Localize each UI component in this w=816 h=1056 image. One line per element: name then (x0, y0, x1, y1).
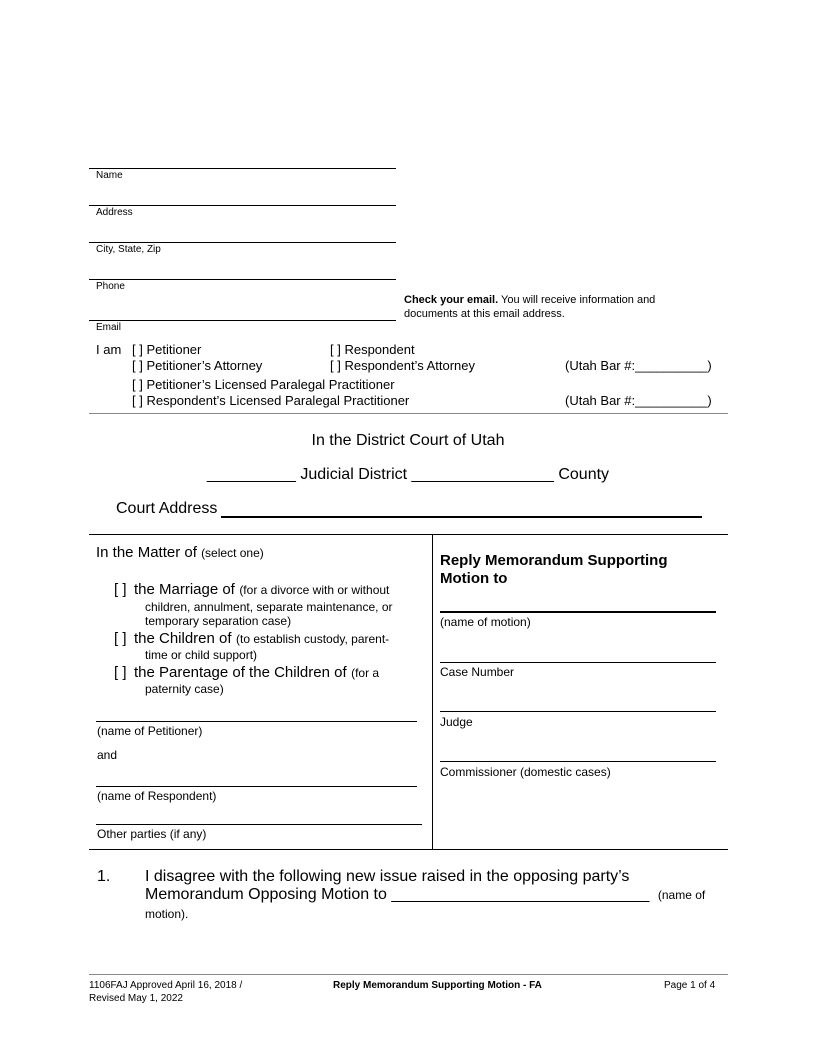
email-note-bold: Check your email. (404, 294, 499, 306)
matter-heading (96, 544, 264, 561)
commissioner-line[interactable] (440, 761, 716, 762)
parentage-note: (for a (351, 666, 380, 680)
children-note: (to establish custody, parent- (235, 632, 390, 646)
city-state-zip-label: City, State, Zip (96, 244, 161, 255)
respondent-name-line[interactable] (96, 786, 417, 787)
email-note (404, 293, 655, 321)
motion-caption: (name of motion) (440, 615, 531, 629)
parentage-option[interactable] (114, 664, 379, 682)
document-title-line1: Reply Memorandum Supporting (440, 552, 668, 569)
court-address-label: Court Address (116, 500, 218, 517)
email-note-rest: You will receive information and (498, 294, 656, 306)
footer-form-id: 1106FAJ Approved April 16, 2018 / (89, 980, 243, 991)
utah-bar-field-2[interactable]: (Utah Bar #:__________) (565, 393, 712, 408)
marriage-checkbox[interactable]: [ ] (114, 581, 127, 598)
role-prefix: I am (96, 342, 122, 357)
other-parties-line[interactable] (96, 824, 422, 825)
item-line3: motion). (145, 907, 189, 921)
marriage-option[interactable] (114, 581, 389, 599)
parentage-main: the Parentage of the Children of (133, 664, 347, 681)
commissioner-caption: Commissioner (domestic cases) (440, 765, 611, 779)
name-line[interactable] (89, 168, 396, 169)
petitioner-lpp-checkbox[interactable]: [ ] Petitioner’s Licensed Paralegal Practitioner (132, 377, 395, 392)
divider (89, 413, 728, 414)
email-line[interactable] (89, 320, 396, 321)
phone-label: Phone (96, 281, 125, 292)
matter-heading-note: (select one) (201, 546, 264, 560)
petitioner-attorney-checkbox[interactable]: [ ] Petitioner’s Attorney (132, 358, 263, 373)
marriage-line2: children, annulment, separate maintenance, or (145, 600, 393, 614)
other-parties-caption: Other parties (if any) (97, 827, 207, 841)
children-line2: time or child support) (145, 648, 258, 662)
name-label: Name (96, 170, 123, 181)
matter-heading-text: In the Matter of (96, 544, 197, 561)
footer-page-number: Page 1 of 4 (664, 980, 716, 991)
email-note-line2: documents at this email address. (404, 308, 565, 320)
city-state-zip-line[interactable] (89, 242, 396, 243)
parentage-line2: paternity case) (145, 682, 224, 696)
footer-rule (89, 974, 728, 975)
judge-line[interactable] (440, 711, 716, 712)
caption-top-border (89, 534, 728, 535)
item-line1: I disagree with the following new issue raised in the opposing party’s (145, 868, 630, 885)
petitioner-caption: (name of Petitioner) (97, 724, 203, 738)
respondent-checkbox[interactable]: [ ] Respondent (330, 342, 415, 357)
petitioner-name-line[interactable] (96, 721, 417, 722)
item-line2-note: (name of (657, 888, 706, 902)
respondent-caption: (name of Respondent) (97, 789, 217, 803)
marriage-main: the Marriage of (133, 581, 235, 598)
document-title-line2: Motion to (440, 570, 508, 587)
and-label: and (97, 748, 118, 762)
marriage-line3: temporary separation case) (145, 614, 292, 628)
district-county-line[interactable]: __________ Judicial District ________________ County (206, 466, 610, 483)
footer-title: Reply Memorandum Supporting Motion - FA (333, 980, 542, 991)
children-option[interactable] (114, 630, 389, 648)
item-line2-main[interactable]: Memorandum Opposing Motion to _____________________________ (145, 886, 650, 903)
judge-caption: Judge (440, 715, 473, 729)
respondent-attorney-checkbox[interactable]: [ ] Respondent’s Attorney (330, 358, 476, 373)
item-line2[interactable] (145, 886, 705, 904)
address-line[interactable] (89, 205, 396, 206)
respondent-lpp-checkbox[interactable]: [ ] Respondent’s Licensed Paralegal Practitioner (132, 393, 410, 408)
caption-divider (432, 534, 433, 849)
marriage-note: (for a divorce with or without (239, 583, 390, 597)
utah-bar-field-1[interactable]: (Utah Bar #:__________) (565, 358, 712, 373)
caption-bottom-border (89, 849, 728, 850)
case-number-line[interactable] (440, 662, 716, 663)
children-checkbox[interactable]: [ ] (114, 630, 127, 647)
phone-line[interactable] (89, 279, 396, 280)
footer-revised: Revised May 1, 2022 (89, 993, 183, 1004)
motion-name-line[interactable] (440, 611, 716, 613)
court-title: In the District Court of Utah (311, 432, 505, 449)
petitioner-checkbox[interactable]: [ ] Petitioner (132, 342, 202, 357)
children-main: the Children of (133, 630, 232, 647)
parentage-checkbox[interactable]: [ ] (114, 664, 127, 681)
case-number-caption: Case Number (440, 665, 515, 679)
email-label: Email (96, 322, 122, 333)
item-number: 1. (97, 868, 111, 885)
court-address-line[interactable] (221, 516, 702, 518)
address-label: Address (96, 207, 133, 218)
